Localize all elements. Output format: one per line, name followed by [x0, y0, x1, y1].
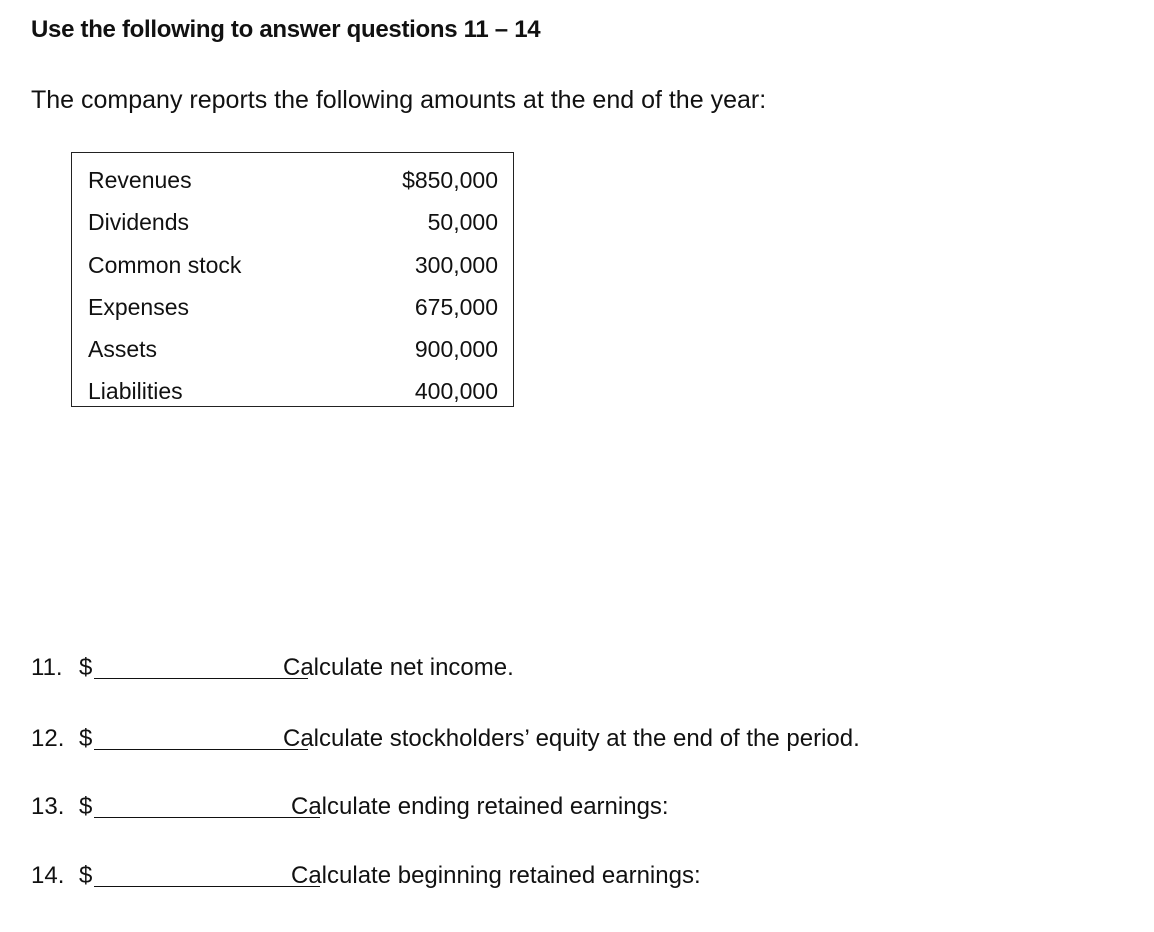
amount-value: 675,000 — [414, 294, 498, 320]
currency-sign: $ — [79, 654, 93, 681]
answer-blank[interactable] — [94, 678, 308, 679]
question-prompt: Calculate ending retained earnings: — [291, 793, 669, 820]
amount-row-assets — [72, 328, 513, 370]
amount-label: Expenses — [88, 294, 190, 320]
amount-row-expenses — [72, 286, 513, 328]
amount-value: $850,000 — [402, 167, 498, 193]
amount-row-common-stock — [72, 244, 513, 286]
amount-label: Assets — [88, 336, 158, 362]
question-number: 14. — [31, 862, 65, 889]
currency-sign: $ — [79, 725, 93, 752]
question-number: 12. — [31, 725, 65, 752]
amount-label: Dividends — [88, 209, 189, 235]
amount-value: 400,000 — [414, 378, 498, 404]
question-number: 13. — [31, 793, 65, 820]
currency-sign: $ — [79, 862, 93, 889]
instructions-heading: Use the following to answer questions 11 – 14 — [31, 16, 541, 43]
question-prompt: Calculate beginning retained earnings: — [291, 862, 701, 889]
intro-text: The company reports the following amounts at the end of the year: — [31, 86, 767, 114]
amount-row-dividends — [72, 201, 513, 243]
amount-row-liabilities — [72, 370, 513, 412]
answer-blank[interactable] — [94, 749, 308, 750]
question-prompt: Calculate stockholders’ equity at the end of the period. — [283, 725, 860, 752]
amount-row-revenues — [72, 159, 513, 201]
amount-label: Revenues — [88, 167, 192, 193]
amount-value: 900,000 — [414, 336, 498, 362]
currency-sign: $ — [79, 793, 93, 820]
answer-blank[interactable] — [94, 886, 320, 887]
answer-blank[interactable] — [94, 817, 320, 818]
question-prompt: Calculate net income. — [283, 654, 514, 681]
amounts-table — [71, 152, 514, 407]
amount-label: Liabilities — [88, 378, 183, 404]
amount-value: 50,000 — [427, 209, 498, 235]
amount-label: Common stock — [88, 252, 242, 278]
amount-value: 300,000 — [414, 252, 498, 278]
question-number: 11. — [31, 654, 63, 681]
